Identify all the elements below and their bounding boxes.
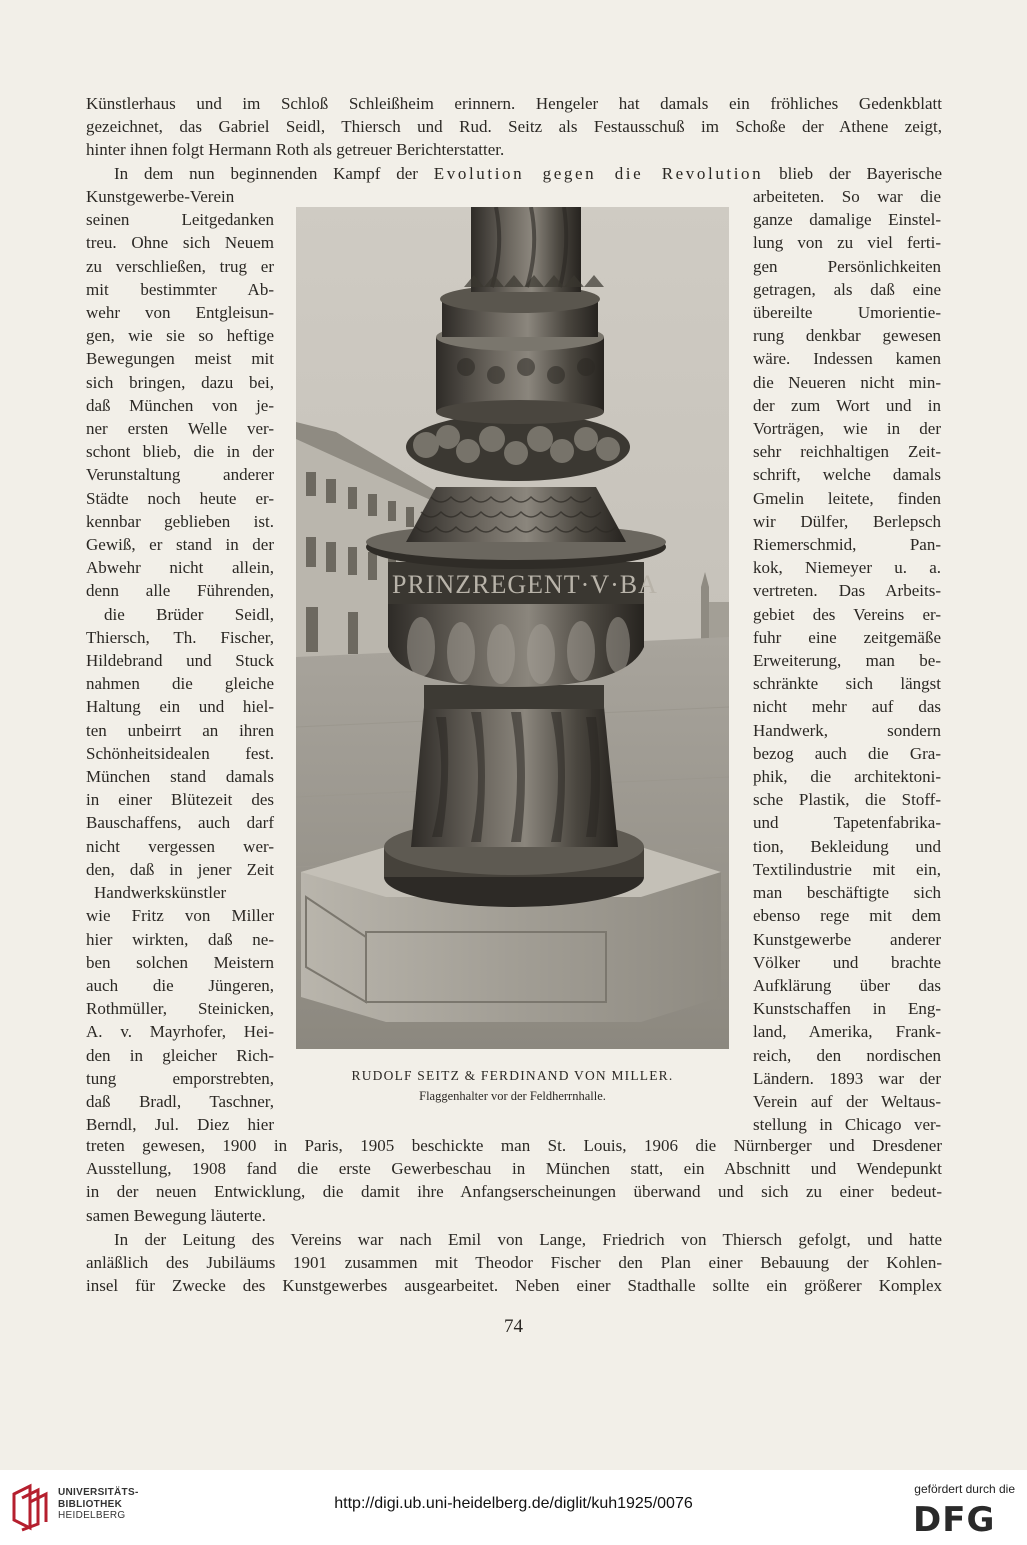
right-column-line: Gmelin leitete, finden: [753, 488, 941, 508]
right-column-line: die Neueren nicht min-: [753, 372, 941, 392]
left-column-line: A. v. Mayrhofer, Hei-: [86, 1022, 274, 1042]
left-column-line: Gewiß, er stand in der: [86, 535, 274, 555]
left-column-line: Hildebrand und Stuck: [86, 651, 274, 671]
paragraph-3: [86, 1228, 942, 1298]
paragraph-1-line-3: hinter ihnen folgt Hermann Roth als getreuer Berichterstatter.: [86, 140, 505, 160]
right-column-line: Kunstgewerbe anderer: [753, 929, 941, 949]
paragraph-1-line-1: Künstlerhaus und im Schloß Schleißheim erinnern. Hengeler hat damals ein fröhliches Gedenkblatt: [86, 94, 942, 113]
left-column-line: Haltung ein und hiel-: [86, 697, 274, 717]
left-column-line: treu. Ohne sich Neuem: [86, 233, 274, 253]
paragraph-2-intro-start: In dem nun beginnenden Kampf der: [114, 164, 434, 183]
left-column-line: nicht vergessen wer-: [86, 836, 274, 856]
right-column-line: schrift, welche damals: [753, 465, 941, 485]
left-column-line: daß München von je-: [86, 395, 274, 415]
dfg-logo-text: DFG: [913, 1501, 996, 1535]
library-name-line-1: UNIVERSITÄTS-: [58, 1487, 139, 1498]
left-text-column: [86, 185, 274, 1136]
left-column-line: die Brüder Seidl,: [104, 604, 274, 624]
left-column-line: den in gleicher Rich-: [86, 1045, 274, 1065]
continuation-line-1: treten gewesen, 1900 in Paris, 1905 beschickte man St. Louis, 1906 die Nürnberger und Dresdener: [86, 1136, 942, 1155]
left-column-line: Thiersch, Th. Fischer,: [86, 627, 274, 647]
right-column-line: der zum Wort und in: [753, 395, 941, 415]
figure-caption-title: RUDOLF SEITZ & FERDINAND VON MILLER.: [351, 1068, 674, 1083]
left-column-line: Kunstgewerbe-Verein: [86, 187, 235, 206]
flagpole-illustration: [296, 207, 729, 1049]
right-column-line: übereilte Umorientie-: [753, 303, 941, 323]
right-column-line: ebenso rege mit dem: [753, 906, 941, 926]
left-column-line: wie Fritz von Miller: [86, 906, 274, 926]
continuation-line-2: Ausstellung, 1908 fand die erste Gewerbeschau in München statt, ein Abschnitt und Wendepunkt: [86, 1159, 942, 1179]
left-column-line: Handwerkskünstler: [94, 883, 227, 903]
right-column-line: Vorträgen, wie in der: [753, 419, 941, 439]
inscription-text: PRINZREGENT·V·BA: [392, 570, 658, 599]
left-column-line: hier wirkten, daß ne-: [86, 929, 274, 949]
left-column-line: Berndl, Jul. Diez hier: [86, 1115, 274, 1135]
right-column-line: bezog auch die Gra-: [753, 743, 941, 763]
left-column-line: daß Bradl, Taschner,: [86, 1091, 274, 1111]
paragraph-3-line-3: insel für Zwecke des Kunstgewerbes ausgearbeitet. Neben einer Stadthalle sollte ein größerer Komplex: [86, 1276, 942, 1296]
right-column-line: fuhr eine zeitgemäße: [753, 627, 941, 647]
right-column-line: getragen, als daß eine: [753, 279, 941, 299]
paragraph-3-line-2: anläßlich des Jubiläums 1901 zusammen mit Theodor Fischer den Plan einer Bebauung der Kohlen-: [86, 1253, 942, 1273]
right-text-column: [753, 185, 941, 1136]
left-column-line: Abwehr nicht allein,: [86, 558, 274, 578]
right-column-line: schränkte sich längst: [753, 674, 941, 694]
left-column-line: ner ersten Welle ver-: [86, 419, 274, 439]
right-column-line: lung von zu viel ferti-: [753, 233, 941, 253]
right-column-line: tion, Bekleidung und: [753, 836, 941, 856]
page-number: 74: [504, 1316, 523, 1337]
left-column-line: zu verschließen, trug er: [86, 256, 274, 276]
right-column-line: arbeiteten. So war die: [753, 187, 941, 206]
paragraph-2-intro-spaced: Evolution gegen die Revolution: [433, 164, 764, 183]
right-column-line: man beschäftigte sich: [753, 883, 941, 903]
left-column-line: wehr von Entgleisun-: [86, 303, 274, 323]
dfg-logo: [913, 1501, 1013, 1539]
right-column-line: vertreten. Das Arbeits-: [753, 581, 941, 601]
right-column-line: land, Amerika, Frank-: [753, 1022, 941, 1042]
left-column-line: ten unbeirrt an ihren: [86, 720, 274, 740]
left-column-line: München stand damals: [86, 767, 274, 787]
right-column-line: wäre. Indessen kamen: [753, 349, 941, 369]
paragraph-1-line-2: gezeichnet, das Gabriel Seidl, Thiersch und Rud. Seitz als Festausschuß im Schoße der Athene zeigt,: [86, 117, 942, 137]
figure-photo-flagpole: [296, 207, 729, 1049]
left-column-line: tung emporstrebten,: [86, 1068, 274, 1088]
right-column-line: Erweiterung, man be-: [753, 651, 941, 671]
left-column-line: in einer Blütezeit des: [86, 790, 274, 810]
left-column-line: Bauschaffens, auch darf: [86, 813, 274, 833]
right-column-line: gebiet des Vereins er-: [753, 604, 941, 624]
right-column-line: rung denkbar gewesen: [753, 326, 941, 346]
right-column-line: Völker und brachte: [753, 952, 941, 972]
library-name-line-2: BIBLIOTHEK: [58, 1498, 123, 1510]
right-column-line: Kunstschaffen in Eng-: [753, 999, 941, 1019]
left-column-line: gen, wie sie so heftige: [86, 326, 274, 346]
right-column-line: sehr reichhaltigen Zeit-: [753, 442, 941, 462]
funded-by-label: gefördert durch die: [914, 1482, 1015, 1496]
right-column-line: Handwerk, sondern: [753, 720, 941, 740]
left-column-line: denn alle Führenden,: [86, 581, 274, 601]
right-column-line: stellung in Chicago ver-: [753, 1115, 941, 1135]
footer-bar: [0, 1470, 1027, 1545]
source-url-link[interactable]: http://digi.ub.uni-heidelberg.de/diglit/kuh1925/0076: [334, 1495, 693, 1512]
left-column-line: Bewegungen meist mit: [86, 349, 274, 369]
left-column-line: ben solchen Meistern: [86, 952, 274, 972]
right-column-line: Riemerschmid, Pan-: [753, 535, 941, 555]
left-column-line: mit bestimmter Ab-: [86, 279, 274, 299]
library-name-line-3: HEIDELBERG: [58, 1510, 126, 1521]
paragraph-3-line-1: In der Leitung des Vereins war nach Emil von Lange, Friedrich von Thiersch gefolgt, und hatte: [114, 1230, 942, 1249]
left-column-line: Verunstaltung anderer: [86, 465, 274, 485]
left-column-line: seinen Leitgedanken: [86, 210, 274, 230]
right-column-line: reich, den nordischen: [753, 1045, 941, 1065]
left-column-line: sich bringen, dazu bei,: [86, 372, 274, 392]
right-column-line: phik, die architektoni-: [753, 767, 941, 787]
right-column-line: gen Persönlichkeiten: [753, 256, 941, 276]
right-column-line: und Tapetenfabrika-: [753, 813, 941, 833]
paragraph-2-intro-end: blieb der Bayerische: [763, 164, 943, 183]
left-column-line: Städte noch heute er-: [86, 488, 274, 508]
right-column-line: ganze damalige Einstel-: [753, 210, 941, 230]
left-column-line: Schönheitsidealen fest.: [86, 743, 274, 763]
right-column-line: Verein auf der Weltaus-: [753, 1091, 941, 1111]
paragraph-2-intro: [86, 162, 942, 185]
left-column-line: nahmen die gleiche: [86, 674, 274, 694]
paragraph-1: [86, 92, 942, 162]
right-column-line: Ländern. 1893 war der: [753, 1068, 941, 1088]
right-column-line: Aufklärung über das: [753, 975, 941, 995]
paragraph-2-continuation: [86, 1134, 942, 1227]
right-column-line: sche Plastik, die Stoff-: [753, 790, 941, 810]
left-column-line: Rothmüller, Steinicken,: [86, 999, 274, 1019]
figure-caption-subtitle: Flaggenhalter vor der Feldherrnhalle.: [419, 1089, 606, 1103]
right-column-line: nicht mehr auf das: [753, 697, 941, 717]
continuation-line-4: samen Bewegung läuterte.: [86, 1205, 266, 1225]
left-column-line: den, daß in jener Zeit: [86, 859, 274, 879]
continuation-line-3: in der neuen Entwicklung, die damit ihre Anfangserscheinungen überwand und sich zu einer bedeut-: [86, 1182, 942, 1202]
left-column-line: auch die Jüngeren,: [86, 975, 274, 995]
right-column-line: kok, Niemeyer u. a.: [753, 558, 941, 578]
right-column-line: Textilindustrie mit ein,: [753, 859, 941, 879]
left-column-line: kennbar geblieben ist.: [86, 511, 274, 531]
right-column-line: wir Dülfer, Berlepsch: [753, 511, 941, 531]
left-column-line: schont blieb, die in der: [86, 442, 274, 462]
